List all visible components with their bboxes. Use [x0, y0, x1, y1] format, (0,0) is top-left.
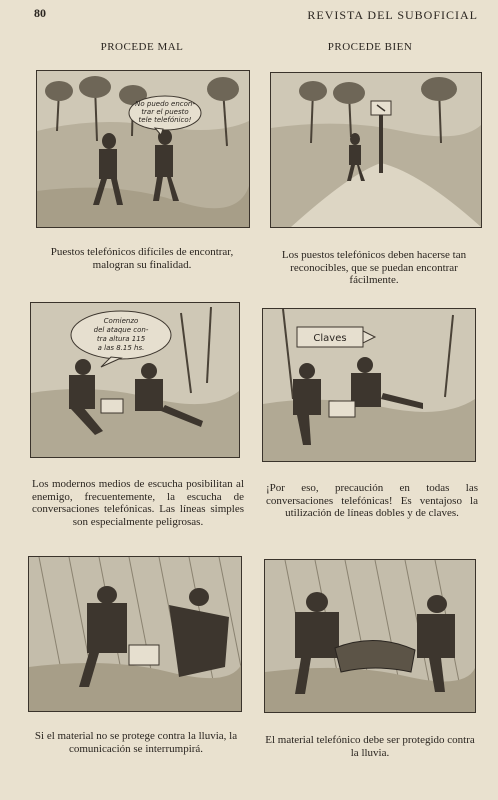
speech-bubble-line: Comienzo: [103, 317, 139, 325]
speech-bubble-line: trar el puesto: [141, 108, 189, 116]
column-heading-bad: PROCEDE MAL: [100, 41, 184, 53]
speech-bubble-line: a las 8.15 hs.: [97, 344, 145, 352]
illustration-coded-conversation: [262, 308, 476, 462]
caption-good-precaution: ¡Por eso, precaución en todas las conversaciones telefónicas! Es ventajoso la utilización de líneas dobles y de claves.: [266, 482, 478, 519]
caption-good-rain: El material telefónico debe ser protegido contra la lluvia.: [265, 734, 475, 759]
journal-title: REVISTA DEL SUBOFICIAL: [307, 8, 478, 22]
illustration-unprotected-equipment-rain: [28, 556, 242, 712]
speech-bubble-line: No puedo encon-: [135, 100, 195, 108]
illustration-protected-equipment-rain: [264, 559, 476, 713]
column-heading-good: PROCEDE BIEN: [327, 41, 413, 53]
speech-bubble-line: tele telefónico!: [138, 116, 192, 124]
illustration-telephone-post-visible: [270, 72, 482, 228]
page-number: 80: [34, 6, 46, 20]
codes-sign-text: Claves: [313, 333, 347, 344]
caption-bad-rain: Si el material no se protege contra la lluvia, la comunicación se interrumpirá.: [34, 730, 238, 755]
illustration-open-conversation: [30, 302, 240, 458]
speech-bubble-line: tra altura 115: [96, 335, 146, 343]
illustration-soldiers-searching: [36, 70, 250, 228]
caption-good-telephone-post: Los puestos telefónicos deben hacerse tan reconocibles, que se puedan encontrar fácilmente.: [281, 249, 467, 286]
speech-bubble-line: del ataque con-: [93, 326, 149, 334]
caption-bad-telephone-post: Puestos telefónicos difíciles de encontrar, malogran su finalidad.: [50, 246, 234, 271]
caption-bad-eavesdropping: Los modernos medios de escucha posibilitan al enemigo, frecuentemente, la escucha de conversaciones telefónicas. Las líneas simples son especialmente peligrosas.: [32, 478, 244, 528]
